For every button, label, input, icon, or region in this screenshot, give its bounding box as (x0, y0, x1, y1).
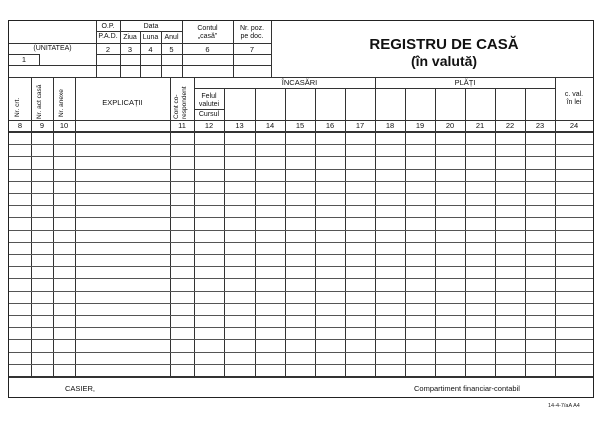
header-rule (96, 54, 271, 55)
column-line (255, 88, 256, 376)
crt-nr-header: Nr. crt. (14, 97, 21, 117)
column-line (465, 88, 466, 376)
column-number: 15 (295, 121, 305, 130)
table-row[interactable] (9, 327, 593, 328)
op-pad-label-2: P.A.D. (98, 33, 118, 40)
currency-type-header: Felul (201, 93, 217, 100)
column-line (285, 88, 286, 376)
col-num: 2 (105, 45, 111, 54)
column-number: 8 (17, 121, 23, 130)
finance-dept-label: Compartiment financiar-contabil (414, 384, 520, 393)
table-row[interactable] (9, 278, 593, 279)
cash-doc-nr-header: Nr. act casă (36, 84, 43, 119)
pos-nr-label: Nr. poz. (239, 25, 265, 32)
exchange-rate-header: Cursul (198, 111, 220, 118)
column-line (345, 88, 346, 376)
month-label: Luna (142, 34, 159, 41)
table-row[interactable] (9, 315, 593, 316)
column-line (75, 77, 76, 376)
column-number: 10 (59, 121, 69, 130)
table-row[interactable] (9, 144, 593, 145)
table-row[interactable] (9, 352, 593, 353)
date-label: Data (143, 23, 159, 30)
cash-account-label: Contul (197, 25, 218, 32)
column-number: 14 (265, 121, 275, 130)
column-line (525, 88, 526, 376)
column-number: 12 (204, 121, 214, 130)
table-row[interactable] (9, 156, 593, 157)
table-row[interactable] (9, 242, 593, 243)
payments-header: PLĂȚI (454, 78, 476, 87)
table-row[interactable] (9, 364, 593, 365)
annex-nr-header: Nr. anexe (58, 89, 65, 117)
unit-label: (UNITATEA) (33, 45, 72, 52)
currency-type-header-2: valutei (198, 101, 220, 108)
income-payments-rule (194, 88, 555, 89)
col-num: 5 (169, 45, 174, 54)
explanations-header: EXPLICAȚII (102, 98, 143, 107)
table-row[interactable] (9, 254, 593, 255)
income-header: ÎNCASĂRI (281, 78, 318, 87)
column-number: 24 (569, 121, 579, 130)
column-number: 17 (355, 121, 365, 130)
column-number: 22 (505, 121, 515, 130)
table-row[interactable] (9, 303, 593, 304)
table-row[interactable] (9, 266, 593, 267)
column-line (495, 88, 496, 376)
cashier-label: CASIER, (65, 384, 96, 393)
currency-split-rule (194, 109, 224, 110)
cash-account-label-2: „casă” (197, 33, 218, 40)
column-line (315, 88, 316, 376)
header-rule (9, 65, 271, 66)
column-number: 20 (445, 121, 455, 130)
table-row[interactable] (9, 230, 593, 231)
footer-rule (9, 376, 593, 378)
corresponding-account-header-2: respondent (181, 86, 188, 119)
value-lei-header-2: în lei (566, 99, 582, 106)
form-code: 14-4-7/aA A4 (548, 403, 580, 409)
column-number: 21 (475, 121, 485, 130)
header-divider (271, 21, 272, 77)
table-row[interactable] (9, 205, 593, 206)
pos-nr-label-2: pe doc. (240, 33, 264, 40)
column-line (435, 88, 436, 376)
value-lei-header: c. val. (564, 91, 584, 98)
col-num: 7 (249, 45, 255, 54)
op-pad-label: O.P. (101, 23, 115, 30)
unit-number: 1 (21, 55, 27, 64)
column-number: 9 (39, 121, 45, 130)
column-number: 16 (325, 121, 335, 130)
header-rule (9, 43, 271, 44)
column-number: 19 (415, 121, 425, 130)
table-row[interactable] (9, 193, 593, 194)
corresponding-account-header: Cont co- (173, 94, 180, 119)
column-line (224, 88, 225, 376)
column-line (405, 88, 406, 376)
column-number: 13 (235, 121, 244, 130)
table-row[interactable] (9, 217, 593, 218)
page-title: REGISTRU DE CASĂ (369, 36, 519, 53)
page-subtitle: (în valută) (410, 53, 478, 69)
table-row[interactable] (9, 169, 593, 170)
cash-register-form (8, 20, 594, 398)
column-number: 18 (385, 121, 395, 130)
column-number: 23 (535, 121, 545, 130)
col-num: 4 (148, 45, 153, 54)
column-number-rule (9, 131, 593, 133)
day-label: Ziua (123, 34, 137, 41)
col-num: 6 (205, 45, 210, 54)
column-number: 11 (178, 121, 186, 130)
header-rule (96, 31, 182, 32)
header-divider (39, 54, 40, 65)
table-row[interactable] (9, 291, 593, 292)
year-label: Anul (164, 34, 179, 41)
col-num: 3 (127, 45, 133, 54)
table-row[interactable] (9, 339, 593, 340)
table-row[interactable] (9, 181, 593, 182)
